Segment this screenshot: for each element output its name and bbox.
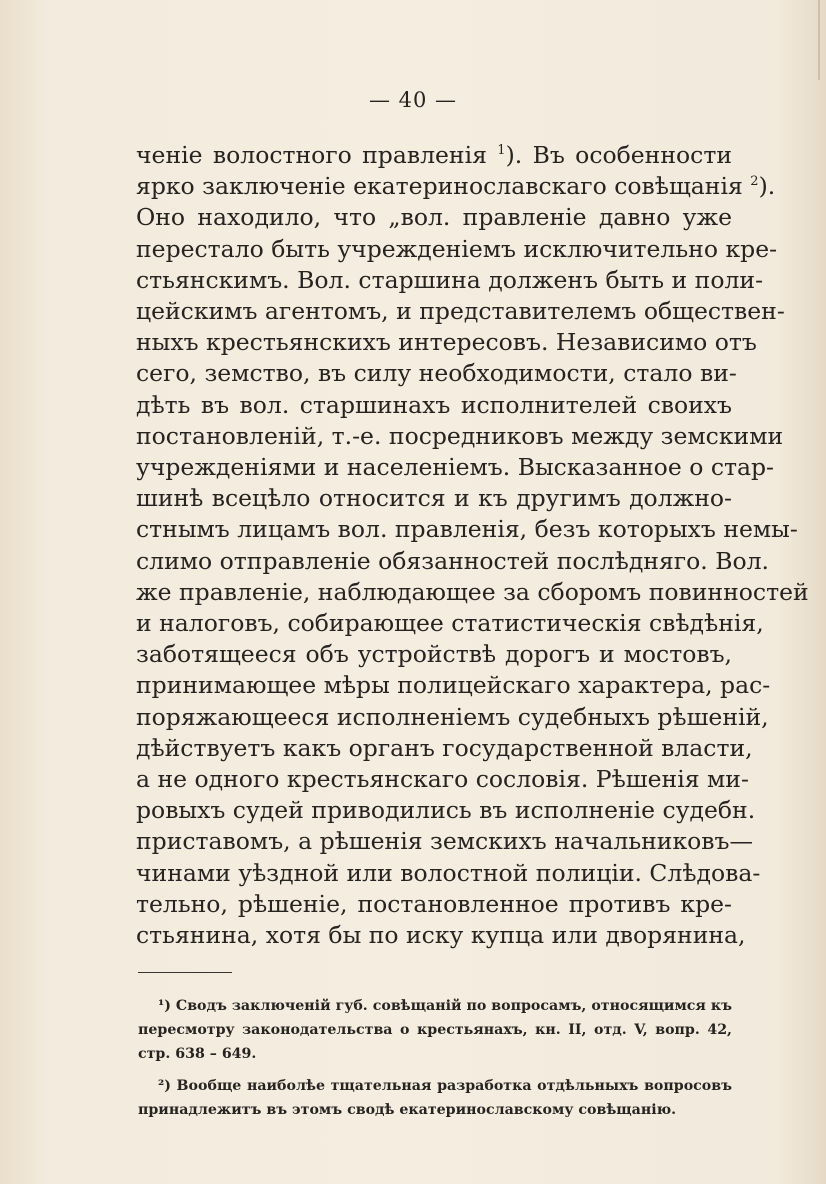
- footnote-line: принадлежитъ въ этомъ сводѣ екатеринославскому совѣщанію.: [138, 1102, 677, 1118]
- text-line: ченіе волостного правленія $^1$). Въ особенности: [136, 141, 732, 169]
- text-line: дѣть въ вол. старшинахъ исполнителей своихъ: [136, 390, 732, 419]
- footnote-line: ²) Вообще наиболѣе тщательная разработка отдѣльныхъ вопросовъ: [158, 1078, 732, 1094]
- text-line: ровыхъ судей приводились въ исполненіе судебн.: [136, 796, 756, 825]
- text-line: стнымъ лицамъ вол. правленія, безъ которыхъ немы-: [136, 515, 798, 544]
- text-line: ярко заключеніе екатеринославскаго совѣщанія $^2$).: [136, 172, 776, 201]
- footnote-divider: [138, 972, 232, 973]
- main-text: [136, 140, 809, 951]
- footnotes: [138, 994, 732, 1122]
- text-line: шинѣ всецѣло относится и къ другимъ должно-: [136, 484, 732, 513]
- text-line: стьянина, хотя бы по иску купца или дворянина,: [136, 921, 746, 950]
- footnote-line: ¹) Сводъ заключеній губ. совѣщаній по вопросамъ, относящимся къ: [158, 998, 732, 1014]
- footnote-1: [138, 994, 732, 1066]
- page-number: — 40 —: [368, 88, 458, 112]
- text-line: учрежденіями и населеніемъ. Высказанное о стар-: [136, 453, 774, 482]
- text-line: слимо отправленіе обязанностей послѣдняго. Вол.: [136, 546, 770, 575]
- footnote-2: [138, 1074, 732, 1122]
- text-line: перестало быть учрежденіемъ исключительно кре-: [136, 234, 778, 263]
- text-line: приставомъ, а рѣшенія земскихъ начальниковъ—: [136, 827, 753, 856]
- text-line: дѣйствуетъ какъ органъ государственной власти,: [136, 733, 753, 762]
- text-line: ныхъ крестьянскихъ интересовъ. Независимо отъ: [136, 328, 757, 357]
- text-line: принимающее мѣры полицейскаго характера, рас-: [136, 671, 771, 700]
- text-line: цейскимъ агентомъ, и представителемъ обществен-: [136, 297, 785, 326]
- page-edge-mark: [818, 0, 820, 80]
- text-line: тельно, рѣшеніе, постановленное противъ кре-: [136, 889, 732, 918]
- footnote-gap: [138, 1066, 732, 1074]
- text-line: постановленій, т.-е. посредниковъ между земскими: [136, 421, 784, 450]
- footnote-line: стр. 638 – 649.: [138, 1046, 257, 1062]
- text-line: сего, земство, въ силу необходимости, стало ви-: [136, 359, 737, 388]
- text-line: же правленіе, наблюдающее за сборомъ повинностей: [136, 577, 809, 606]
- text-line: а не одного крестьянскаго сословія. Рѣшенія ми-: [136, 765, 749, 794]
- text-line: Оно находило, что „вол. правленіе давно уже: [136, 203, 732, 232]
- text-line: заботящееся объ устройствѣ дорогъ и мостовъ,: [136, 640, 732, 669]
- text-line: и налоговъ, собирающее статистическія свѣдѣнія,: [136, 609, 764, 638]
- text-line: стьянскимъ. Вол. старшина долженъ быть и поли-: [136, 265, 764, 294]
- text-line: чинами уѣздной или волостной полиціи. Слѣдова-: [136, 858, 761, 887]
- footnote-line: пересмотру законодательства о крестьянахъ, кн. II, отд. V, вопр. 42,: [138, 1022, 732, 1038]
- footnote-ref: 2: [750, 174, 759, 190]
- footnote-ref: 1: [497, 143, 506, 159]
- text-line: поряжающееся исполненіемъ судебныхъ рѣшеній,: [136, 702, 769, 731]
